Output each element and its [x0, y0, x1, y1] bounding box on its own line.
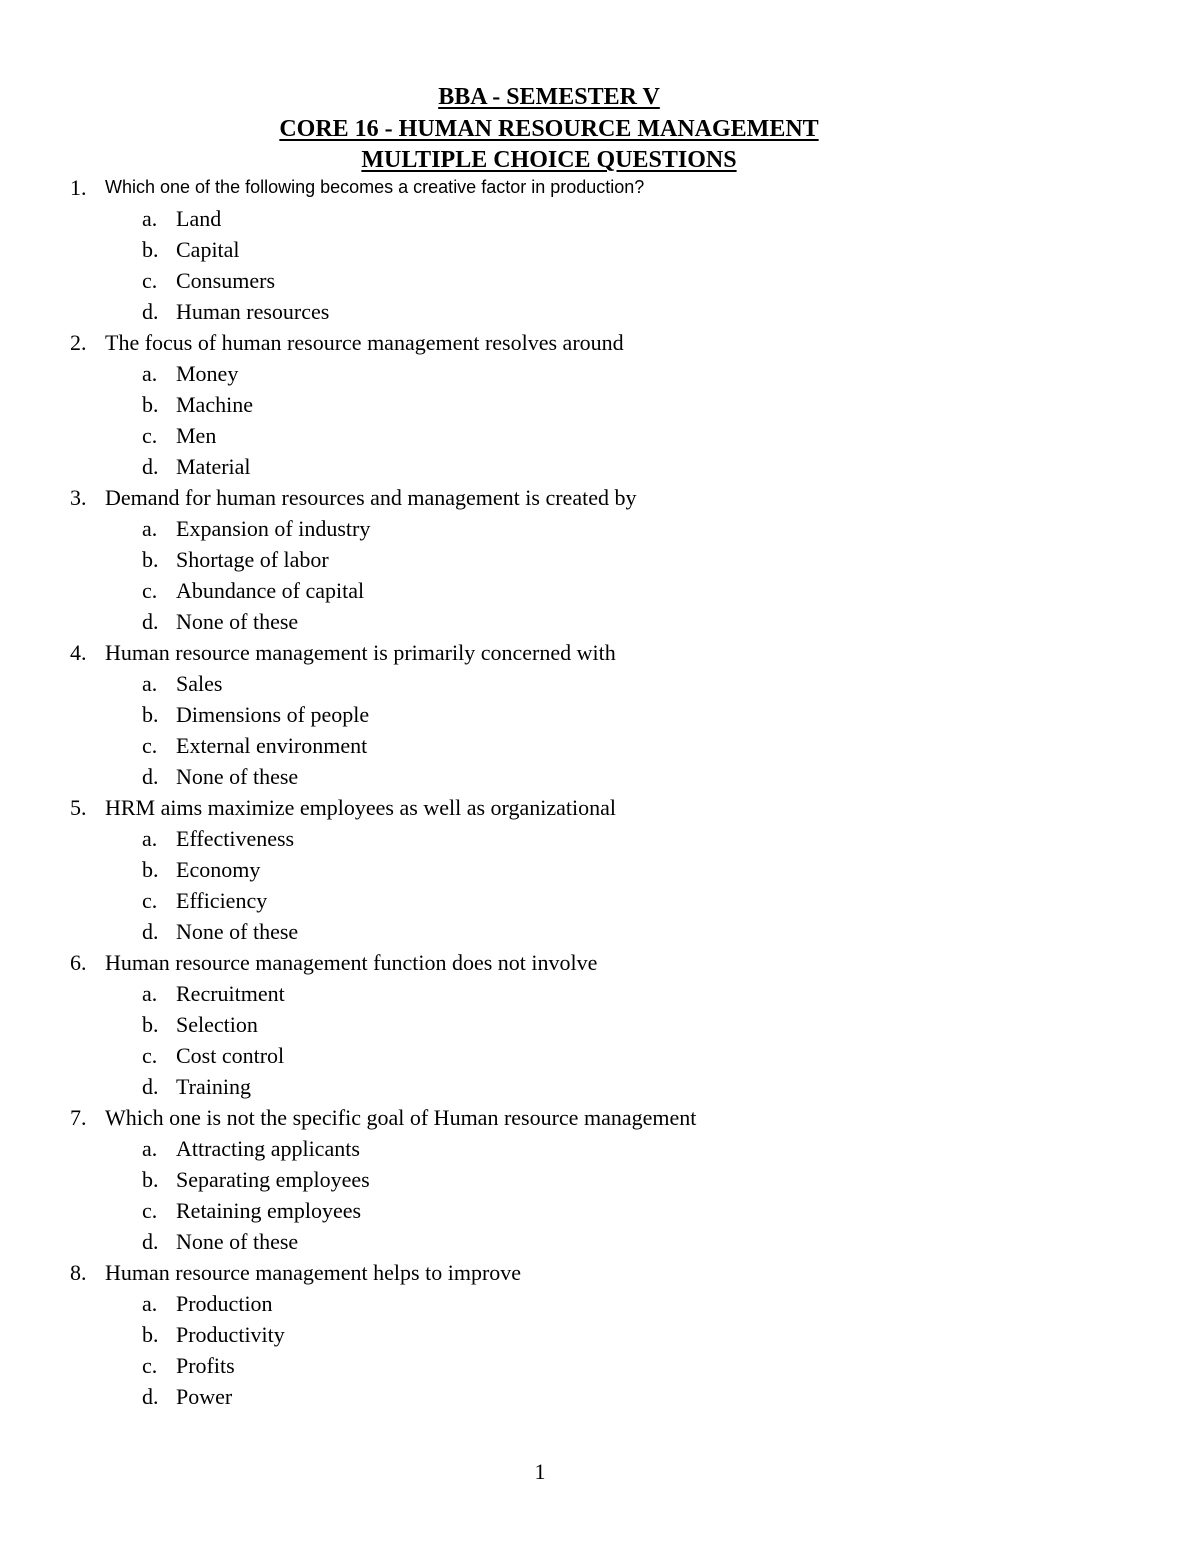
answer-option — [0, 885, 1200, 916]
option-text: None of these — [176, 1229, 299, 1254]
option-letter: a. — [142, 206, 158, 231]
question-number: 4. — [70, 640, 87, 665]
option-list — [0, 358, 1200, 482]
option-letter: d. — [142, 1384, 159, 1409]
option-text: Abundance of capital — [176, 578, 365, 603]
option-letter: a. — [142, 671, 158, 696]
answer-option — [0, 854, 1200, 885]
option-list — [0, 668, 1200, 792]
option-text: Economy — [176, 857, 261, 882]
option-list — [0, 1133, 1200, 1257]
question-list — [0, 172, 1200, 1412]
answer-option — [0, 1195, 1200, 1226]
option-letter: a. — [142, 361, 158, 386]
option-letter: d. — [142, 1074, 159, 1099]
option-text: Material — [176, 454, 251, 479]
answer-option — [0, 296, 1200, 327]
option-letter: d. — [142, 919, 159, 944]
answer-option — [0, 1288, 1200, 1319]
option-text: Production — [176, 1291, 273, 1316]
option-text: Productivity — [176, 1322, 285, 1347]
option-letter: c. — [142, 888, 158, 913]
option-text: None of these — [176, 919, 299, 944]
option-letter: d. — [142, 299, 159, 324]
option-text: Training — [176, 1074, 251, 1099]
question-number: 2. — [70, 330, 87, 355]
answer-option — [0, 823, 1200, 854]
question-number: 6. — [70, 950, 87, 975]
option-text: Attracting applicants — [176, 1136, 360, 1161]
question-item — [0, 947, 1200, 1102]
answer-option — [0, 1164, 1200, 1195]
option-letter: c. — [142, 1353, 158, 1378]
question-item — [0, 1102, 1200, 1257]
question-number: 1. — [70, 175, 87, 200]
question-line — [0, 172, 1200, 203]
option-list — [0, 1288, 1200, 1412]
option-text: Efficiency — [176, 888, 268, 913]
answer-option — [0, 606, 1200, 637]
answer-option — [0, 699, 1200, 730]
option-letter: a. — [142, 981, 158, 1006]
option-letter: a. — [142, 826, 158, 851]
option-text: Cost control — [176, 1043, 285, 1068]
option-text: None of these — [176, 609, 299, 634]
question-line — [0, 482, 1200, 513]
option-letter: a. — [142, 1291, 158, 1316]
option-text: Expansion of industry — [176, 516, 371, 541]
question-item — [0, 482, 1200, 637]
answer-option — [0, 730, 1200, 761]
option-letter: b. — [142, 392, 159, 417]
option-text: Effectiveness — [176, 826, 295, 851]
question-item — [0, 792, 1200, 947]
option-letter: b. — [142, 1167, 159, 1192]
answer-option — [0, 1133, 1200, 1164]
option-letter: c. — [142, 1043, 158, 1068]
section-title: MULTIPLE CHOICE QUESTIONS — [361, 147, 737, 173]
option-text: Sales — [176, 671, 223, 696]
option-letter: b. — [142, 547, 159, 572]
option-letter: a. — [142, 1136, 158, 1161]
question-text: The focus of human resource management resolves around — [105, 330, 624, 355]
answer-option — [0, 978, 1200, 1009]
question-text: Human resource management function does not involve — [105, 950, 598, 975]
option-text: Selection — [176, 1012, 258, 1037]
question-line — [0, 947, 1200, 978]
option-letter: d. — [142, 609, 159, 634]
question-text: Which one is not the specific goal of Human resource management — [105, 1105, 697, 1130]
answer-option — [0, 1381, 1200, 1412]
option-text: Separating employees — [176, 1167, 370, 1192]
question-line — [0, 327, 1200, 358]
option-letter: b. — [142, 1012, 159, 1037]
option-letter: c. — [142, 733, 158, 758]
option-letter: c. — [142, 1198, 158, 1223]
option-text: Human resources — [176, 299, 330, 324]
question-text: Which one of the following becomes a creative factor in production? — [105, 177, 645, 197]
option-letter: b. — [142, 857, 159, 882]
answer-option — [0, 420, 1200, 451]
question-line — [0, 1102, 1200, 1133]
option-letter: c. — [142, 578, 158, 603]
question-number: 7. — [70, 1105, 87, 1130]
answer-option — [0, 668, 1200, 699]
answer-option — [0, 916, 1200, 947]
question-line — [0, 1257, 1200, 1288]
option-list — [0, 978, 1200, 1102]
option-text: Profits — [176, 1353, 235, 1378]
course-title: CORE 16 - HUMAN RESOURCE MANAGEMENT — [279, 116, 819, 142]
answer-option — [0, 1226, 1200, 1257]
question-number: 3. — [70, 485, 87, 510]
option-letter: d. — [142, 454, 159, 479]
answer-option — [0, 451, 1200, 482]
option-list — [0, 513, 1200, 637]
question-item — [0, 637, 1200, 792]
answer-option — [0, 513, 1200, 544]
option-text: Money — [176, 361, 239, 386]
answer-option — [0, 544, 1200, 575]
question-item — [0, 1257, 1200, 1412]
page-number: 1 — [534, 1459, 546, 1484]
option-list — [0, 823, 1200, 947]
question-text: Human resource management is primarily concerned with — [105, 640, 616, 665]
option-text: Retaining employees — [176, 1198, 362, 1223]
answer-option — [0, 1350, 1200, 1381]
answer-option — [0, 1071, 1200, 1102]
option-letter: d. — [142, 1229, 159, 1254]
answer-option — [0, 234, 1200, 265]
option-text: None of these — [176, 764, 299, 789]
answer-option — [0, 203, 1200, 234]
question-text: HRM aims maximize employees as well as organizational — [105, 795, 616, 820]
option-text: External environment — [176, 733, 368, 758]
option-text: Capital — [176, 237, 240, 262]
option-text: Men — [176, 423, 217, 448]
option-text: Recruitment — [176, 981, 285, 1006]
answer-option — [0, 1040, 1200, 1071]
question-item — [0, 172, 1200, 327]
option-text: Consumers — [176, 268, 275, 293]
option-letter: c. — [142, 423, 158, 448]
option-text: Dimensions of people — [176, 702, 370, 727]
option-text: Shortage of labor — [176, 547, 329, 572]
document-title: BBA - SEMESTER V — [438, 84, 660, 110]
question-text: Demand for human resources and management is created by — [105, 485, 637, 510]
question-number: 5. — [70, 795, 87, 820]
option-list — [0, 203, 1200, 327]
option-text: Power — [176, 1384, 233, 1409]
option-letter: d. — [142, 764, 159, 789]
answer-option — [0, 389, 1200, 420]
option-letter: c. — [142, 268, 158, 293]
question-line — [0, 792, 1200, 823]
answer-option — [0, 265, 1200, 296]
option-text: Land — [176, 206, 222, 231]
option-letter: b. — [142, 1322, 159, 1347]
answer-option — [0, 358, 1200, 389]
answer-option — [0, 1319, 1200, 1350]
answer-option — [0, 761, 1200, 792]
answer-option — [0, 1009, 1200, 1040]
question-number: 8. — [70, 1260, 87, 1285]
question-line — [0, 637, 1200, 668]
question-text: Human resource management helps to improve — [105, 1260, 522, 1285]
option-letter: b. — [142, 237, 159, 262]
option-letter: b. — [142, 702, 159, 727]
answer-option — [0, 575, 1200, 606]
question-item — [0, 327, 1200, 482]
option-letter: a. — [142, 516, 158, 541]
option-text: Machine — [176, 392, 253, 417]
